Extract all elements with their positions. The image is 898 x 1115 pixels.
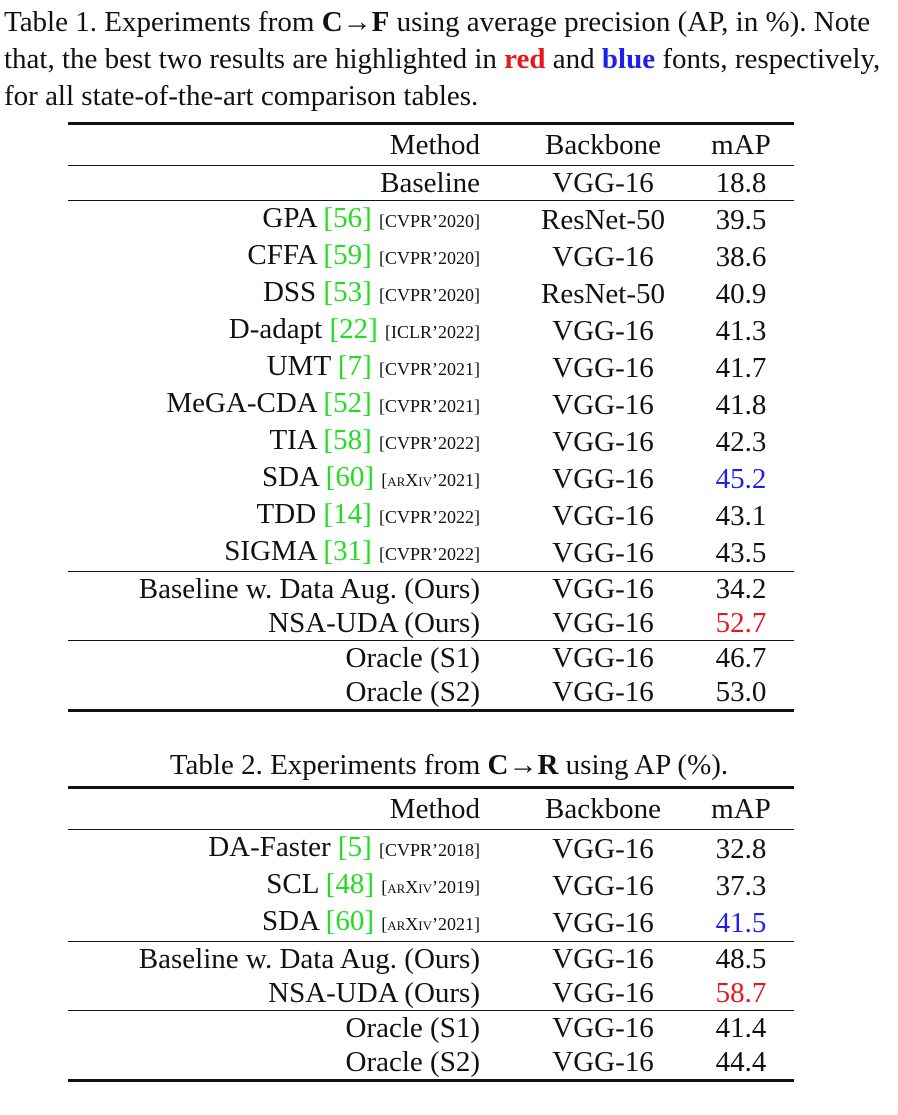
method-cell [68, 1045, 518, 1081]
venue-label: [ICLR’2022] [385, 322, 480, 342]
method-name: Baseline w. Data Aug. (Ours) [138, 573, 480, 605]
map-cell: 45.2 [715, 462, 767, 495]
backbone-cell: VGG-16 [518, 641, 688, 676]
table-row [68, 976, 794, 1011]
backbone-cell: VGG-16 [518, 1045, 688, 1081]
method-name: DSS [262, 276, 324, 308]
venue-label: [CVPR’2022] [378, 544, 480, 564]
table-row [68, 166, 794, 201]
method-name: Oracle (S1) [345, 642, 480, 674]
method-name: UMT [266, 350, 338, 382]
citation-link[interactable]: [60] [325, 461, 374, 493]
method-name: SDA [261, 461, 326, 493]
caption-text: using average precision (AP, in %). Note that, the best two results are highlighted in [4, 6, 871, 75]
citation-link[interactable]: [5] [337, 831, 372, 863]
citation-link[interactable]: [31] [323, 535, 372, 567]
caption-blue-word: blue [601, 43, 656, 75]
backbone-cell: VGG-16 [552, 388, 654, 421]
citation-link[interactable]: [14] [323, 498, 372, 530]
backbone-cell: VGG-16 [552, 499, 654, 532]
caption-red-word: red [504, 43, 546, 75]
citation-link[interactable]: [58] [323, 424, 372, 456]
map-cell: 53.0 [688, 675, 794, 711]
map-cell: 38.6 [715, 240, 767, 273]
table-row [68, 238, 794, 275]
backbone-cell: VGG-16 [518, 1011, 688, 1046]
caption-bold: C→F [321, 6, 390, 38]
backbone-cell: VGG-16 [552, 425, 654, 458]
method-cell [68, 275, 518, 312]
map-cell: 46.7 [688, 641, 794, 676]
method-cell [68, 166, 518, 201]
method-name: SCL [266, 868, 326, 900]
table2-body [68, 830, 794, 1081]
table1-body [68, 166, 794, 711]
table-row [68, 534, 794, 572]
method-name: DA-Faster [208, 831, 338, 863]
table-row [68, 1011, 794, 1046]
table-row [68, 349, 794, 386]
method-cell [68, 606, 518, 641]
venue-label: [CVPR’2022] [378, 433, 480, 453]
table-row [68, 675, 794, 711]
map-cell: 34.2 [688, 572, 794, 607]
table1-header-row [68, 124, 794, 166]
citation-link[interactable]: [48] [325, 868, 374, 900]
method-name: Oracle (S2) [345, 1046, 480, 1078]
header-map: mAP [688, 124, 794, 166]
header-method: Method [68, 788, 518, 830]
method-cell [68, 497, 518, 534]
method-name: SDA [261, 905, 326, 937]
table-row [68, 867, 794, 904]
method-cell [68, 572, 518, 607]
header-backbone: Backbone [518, 788, 688, 830]
citation-link[interactable]: [60] [325, 905, 374, 937]
method-cell [68, 1011, 518, 1046]
citation-link[interactable]: [59] [323, 239, 372, 271]
method-name: D-adapt [228, 313, 330, 345]
method-cell [68, 386, 518, 423]
backbone-cell: VGG-16 [552, 314, 654, 347]
table-row [68, 201, 794, 239]
method-name: CFFA [247, 239, 324, 271]
method-cell [68, 238, 518, 275]
table1 [68, 122, 794, 712]
map-cell: 37.3 [715, 869, 767, 902]
map-cell: 39.5 [688, 201, 794, 239]
map-cell: 41.8 [715, 388, 767, 421]
map-cell: 44.4 [688, 1045, 794, 1081]
method-cell [68, 675, 518, 711]
backbone-cell: VGG-16 [552, 351, 654, 384]
citation-link[interactable]: [22] [329, 313, 378, 345]
table-row [68, 423, 794, 460]
map-cell: 48.5 [688, 942, 794, 977]
method-name: Baseline [380, 167, 480, 199]
method-cell [68, 349, 518, 386]
citation-link[interactable]: [52] [323, 387, 372, 419]
venue-label: [CVPR’2021] [378, 396, 480, 416]
method-name: TIA [269, 424, 324, 456]
table-row [68, 942, 794, 977]
method-name: MeGA-CDA [166, 387, 324, 419]
backbone-cell: VGG-16 [552, 462, 654, 495]
map-cell: 41.7 [715, 351, 767, 384]
backbone-cell: ResNet-50 [518, 201, 688, 239]
citation-link[interactable]: [53] [323, 276, 372, 308]
table2 [68, 786, 794, 1082]
table-row [68, 497, 794, 534]
map-cell: 58.7 [715, 977, 767, 1009]
backbone-cell: VGG-16 [518, 166, 688, 201]
method-cell [68, 904, 518, 942]
table-row [68, 606, 794, 641]
method-name: NSA-UDA (Ours) [268, 607, 480, 639]
method-name: SIGMA [224, 535, 324, 567]
table2-caption [0, 747, 898, 784]
map-cell: 41.3 [715, 314, 767, 347]
header-backbone: Backbone [518, 124, 688, 166]
venue-label: [CVPR’2020] [378, 211, 480, 231]
method-name: Oracle (S2) [345, 676, 480, 708]
header-method: Method [68, 124, 518, 166]
venue-label: [CVPR’2021] [378, 359, 480, 379]
table2-header-row [68, 788, 794, 830]
backbone-cell: VGG-16 [552, 869, 654, 902]
backbone-cell: VGG-16 [552, 977, 654, 1009]
venue-label: [CVPR’2020] [378, 285, 480, 305]
map-cell: 52.7 [715, 607, 767, 639]
venue-label: [CVPR’2022] [378, 507, 480, 527]
table-row [68, 904, 794, 942]
venue-label: [arXiv’2021] [381, 470, 480, 490]
method-cell [68, 201, 518, 239]
table-row [68, 312, 794, 349]
method-name: GPA [262, 202, 324, 234]
table-row [68, 275, 794, 312]
method-cell [68, 641, 518, 676]
method-cell [68, 830, 518, 868]
table-row [68, 572, 794, 607]
venue-label: [arXiv’2019] [381, 877, 480, 897]
citation-link[interactable]: [56] [323, 202, 372, 234]
map-cell: 41.5 [715, 906, 767, 939]
map-cell: 41.4 [688, 1011, 794, 1046]
map-cell: 42.3 [715, 425, 767, 458]
backbone-cell: VGG-16 [552, 536, 654, 569]
map-cell: 43.5 [715, 536, 767, 569]
venue-label: [CVPR’2018] [378, 840, 480, 860]
method-cell [68, 976, 518, 1011]
backbone-cell: VGG-16 [518, 942, 688, 977]
map-cell: 40.9 [715, 277, 767, 310]
backbone-cell: VGG-16 [552, 240, 654, 273]
method-cell [68, 312, 518, 349]
caption-text: fonts, respectively, for all state-of-the-art comparison tables. [4, 43, 881, 112]
venue-label: [CVPR’2020] [378, 248, 480, 268]
map-cell: 18.8 [688, 166, 794, 201]
method-cell [68, 460, 518, 497]
caption-text: and [545, 43, 602, 75]
backbone-cell: VGG-16 [552, 906, 654, 939]
backbone-cell: VGG-16 [518, 675, 688, 711]
method-name: Oracle (S1) [345, 1012, 480, 1044]
method-name: TDD [256, 498, 324, 530]
backbone-cell: VGG-16 [552, 607, 654, 639]
backbone-cell: ResNet-50 [540, 277, 666, 310]
venue-label: [arXiv’2021] [381, 914, 480, 934]
map-cell: 43.1 [715, 499, 767, 532]
table-row [68, 641, 794, 676]
table-row [68, 830, 794, 868]
header-map: mAP [688, 788, 794, 830]
method-cell [68, 942, 518, 977]
table-row [68, 460, 794, 497]
backbone-cell: VGG-16 [518, 830, 688, 868]
table1-caption [4, 4, 894, 115]
caption-text: Table 1. Experiments from [4, 6, 322, 38]
citation-link[interactable]: [7] [337, 350, 372, 382]
table-row [68, 1045, 794, 1081]
caption-bold: C→R [487, 749, 559, 781]
method-cell [68, 534, 518, 572]
backbone-cell: VGG-16 [518, 572, 688, 607]
method-cell [68, 867, 518, 904]
caption-text: using AP (%). [558, 749, 729, 781]
method-name: NSA-UDA (Ours) [268, 977, 480, 1009]
table-row [68, 386, 794, 423]
method-cell [68, 423, 518, 460]
map-cell: 32.8 [688, 830, 794, 868]
method-name: Baseline w. Data Aug. (Ours) [138, 943, 480, 975]
caption-text: Table 2. Experiments from [169, 749, 488, 781]
